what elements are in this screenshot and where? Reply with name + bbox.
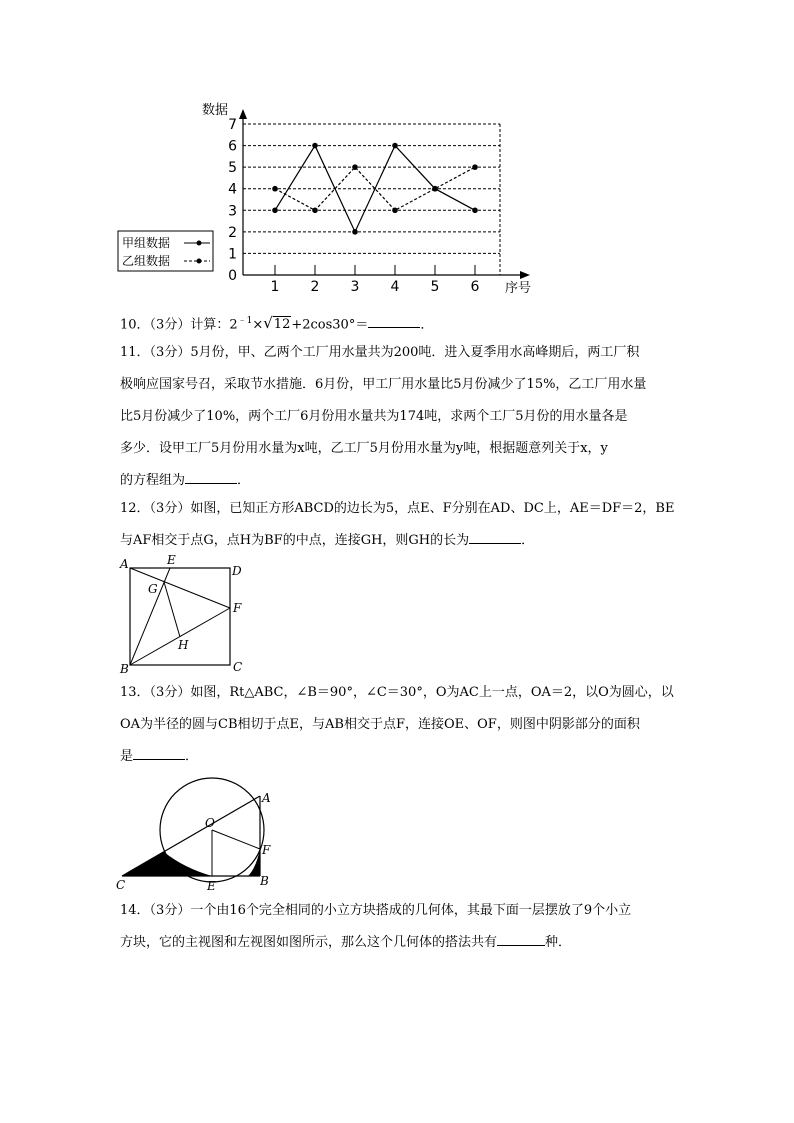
question-14 [120,895,680,959]
q10-suffix: +2cos30°＝ [291,317,369,333]
q10-exponent: ﹣1 [237,316,253,326]
x-axis-arrow [520,271,530,279]
legend-label: 甲组数据 [122,236,171,250]
q10-times: × [252,317,264,333]
q11-line: 比5月份减少了10%，两个工厂6月份用水量共为174吨，求两个工厂5月份的用水量各是 [120,409,628,424]
data-point [432,186,438,192]
legend-marker [197,241,202,246]
end-mark: ． [185,749,199,764]
label-c: C [116,878,126,892]
y-tick-label: 7 [228,117,237,133]
data-point [312,207,318,213]
triangle-circle-figure [112,772,282,894]
x-tick-label: 1 [270,279,280,295]
q13-line-1: 13．（3分）如图，Rt△ABC，∠B＝90°，∠C＝30°，O为AC上一点，OA＝2，以O为圆心，以 [120,685,674,700]
x-tick-label: 2 [310,279,320,295]
label-h: H [178,638,189,652]
data-point [392,207,398,213]
label-b: B [120,662,129,676]
q13-line-3: 是 [120,749,134,764]
x-tick-label: 4 [390,279,400,295]
data-point [312,143,318,149]
answer-blank-10[interactable] [368,313,420,328]
y-axis-arrow [239,109,247,119]
end-mark: ． [521,533,535,548]
label-b: B [260,874,269,888]
y-tick-label: 6 [228,138,237,155]
q14-line-2b: 种． [545,935,572,950]
label-a: A [120,557,129,571]
y-tick-label: 0 [228,268,237,284]
q11-last-line: 的方程组为 [120,473,186,488]
question-12 [120,493,680,557]
question-13 [120,677,680,773]
label-c: C [233,660,243,674]
x-tick-label: 6 [470,279,480,295]
end-mark: ． [420,317,434,333]
answer-blank-13[interactable] [133,745,185,760]
side-ca [122,796,260,876]
label-a: A [262,791,271,805]
y-tick-label: 4 [228,181,237,198]
data-point [392,143,398,149]
label-e: E [167,553,176,567]
data-point [272,186,278,192]
square-abcd-figure [112,553,252,678]
data-point [272,207,278,213]
y-tick-label: 2 [228,224,237,241]
label-o: O [205,816,215,830]
data-point [472,164,478,170]
label-d: D [232,564,242,578]
data-point [472,207,478,213]
segment-af [130,568,230,608]
label-f: F [233,601,242,615]
segment-of [212,830,260,849]
data-point [352,229,358,235]
sqrt-sign: √ [263,314,273,333]
label-g: G [148,582,158,596]
y-tick-label: 3 [228,203,237,220]
q11-line: 11．（3分）5月份，甲、乙两个工厂用水量共为200吨．进入夏季用水高峰期后，两工厂积 [120,345,640,360]
q12-line-2: 与AF相交于点G，点H为BF的中点，连接GH，则GH的长为 [120,533,470,548]
answer-blank-12[interactable] [469,529,521,544]
x-tick-label: 5 [430,279,440,295]
legend-label: 乙组数据 [122,254,171,268]
segment-gh [164,582,180,637]
label-f: F [262,843,271,857]
end-mark: ． [237,473,251,488]
question-10 [120,305,680,341]
q14-line-2a: 方块，它的主视图和左视图如图所示，那么这个几何体的搭法共有 [120,935,498,950]
answer-blank-14[interactable] [497,931,545,946]
answer-blank-11[interactable] [185,469,237,484]
legend-marker [197,259,202,264]
q10-radicand: 12 [273,317,291,333]
x-axis-label: 序号 [505,281,532,296]
label-e: E [207,879,216,893]
q14-line-1: 14．（3分）一个由16个完全相同的小立方块搭成的几何体，其最下面一层摆放了9个小立 [120,903,632,918]
q13-line-2: OA为半径的圆与CB相切于点E，与AB相交于点F，连接OE、OF，则图中阴影部分的面积 [120,717,640,732]
question-11 [120,337,680,497]
y-tick-label: 1 [228,246,237,263]
y-axis-label: 数据 [202,103,229,118]
q12-line-1: 12．（3分）如图，已知正方形ABCD的边长为5，点E、F分别在AD、DC上，AE＝DF＝2，BE [120,501,675,516]
q11-line: 多少．设甲工厂5月份用水量为x吨，乙工厂5月份用水量为y吨，根据题意列关于x，y [120,441,608,456]
line-chart [110,95,550,305]
x-tick-label: 3 [350,279,360,295]
y-tick-label: 5 [228,160,237,177]
data-point [352,164,358,170]
q10-prefix: 10．（3分）计算：2 [120,317,238,333]
q11-line: 极响应国家号召，采取节水措施．6月份，甲工厂用水量比5月份减少了15%，乙工厂用水量 [120,377,647,392]
